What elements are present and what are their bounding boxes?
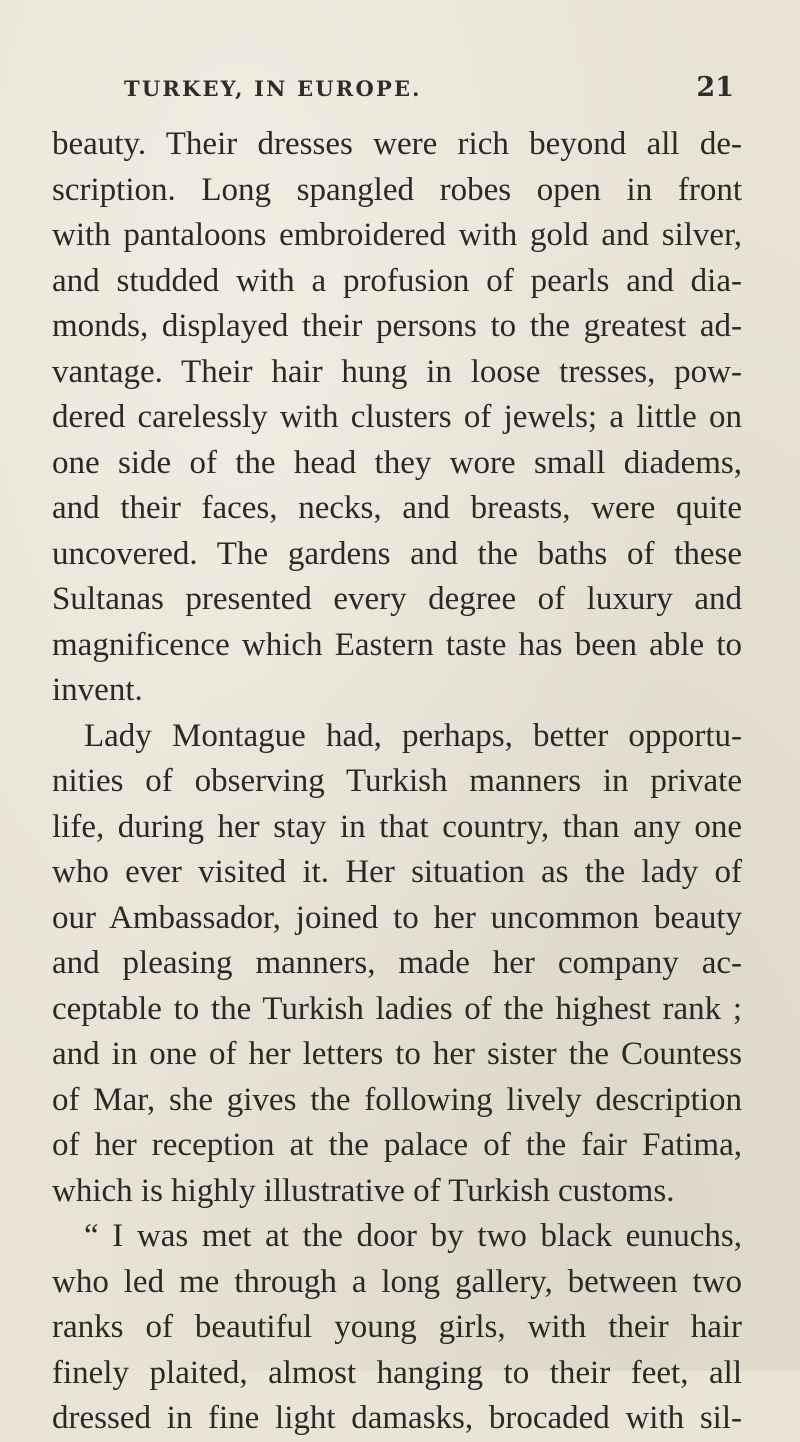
text-line: and pleasing manners, made her company ac- xyxy=(52,945,742,981)
text-line: and their faces, necks, and breasts, were quite xyxy=(52,490,742,526)
paragraph-end-line: which is highly illustrative of Turkish customs. xyxy=(52,1172,675,1209)
body-text xyxy=(52,122,742,1442)
text-line: one side of the head they wore small diadems, xyxy=(52,444,742,481)
text-line: with pantaloons embroidered with gold and silver, xyxy=(52,217,742,253)
text-line: and studded with a profusion of pearls and dia- xyxy=(52,262,742,299)
text-line: life, during her stay in that country, than any one xyxy=(52,808,742,845)
paragraph-start-line: Lady Montague had, perhaps, better opportu- xyxy=(84,717,742,754)
paragraph-end-line: invent. xyxy=(52,672,143,708)
text-line: our Ambassador, joined to her uncommon beauty xyxy=(52,899,742,936)
text-line: who ever visited it. Her situation as the lady of xyxy=(52,854,742,890)
text-line: scription. Long spangled robes open in front xyxy=(52,171,742,208)
text-line: ceptable to the Turkish ladies of the highest rank ; xyxy=(52,990,742,1027)
text-line: Sultanas presented every degree of luxury and xyxy=(52,581,742,617)
text-line: magnificence which Eastern taste has been able to xyxy=(52,626,742,663)
text-line: dered carelessly with clusters of jewels; a little on xyxy=(52,399,742,435)
text-line: monds, displayed their persons to the greatest ad- xyxy=(52,308,742,344)
text-line: finely plaited, almost hanging to their feet, all xyxy=(52,1354,742,1391)
text-line: and in one of her letters to her sister the Countess xyxy=(52,1036,742,1072)
text-line: who led me through a long gallery, between two xyxy=(52,1263,742,1300)
text-line: vantage. Their hair hung in loose tresses, pow- xyxy=(52,353,742,390)
text-line: beauty. Their dresses were rich beyond all de- xyxy=(52,126,742,162)
text-line: of her reception at the palace of the fair Fatima, xyxy=(52,1127,742,1163)
paragraph-start-line: “ I was met at the door by two black eunuchs, xyxy=(84,1218,742,1254)
text-line: of Mar, she gives the following lively description xyxy=(52,1081,742,1118)
running-head xyxy=(60,72,740,116)
text-line: ranks of beautiful young girls, with their hair xyxy=(52,1309,742,1345)
text-line: uncovered. The gardens and the baths of these xyxy=(52,535,742,572)
running-title: TURKEY, IN EUROPE. xyxy=(124,76,422,101)
text-line: dressed in fine light damasks, brocaded with sil- xyxy=(52,1400,742,1436)
page-number: 21 xyxy=(696,72,734,103)
text-line: nities of observing Turkish manners in private xyxy=(52,763,742,799)
